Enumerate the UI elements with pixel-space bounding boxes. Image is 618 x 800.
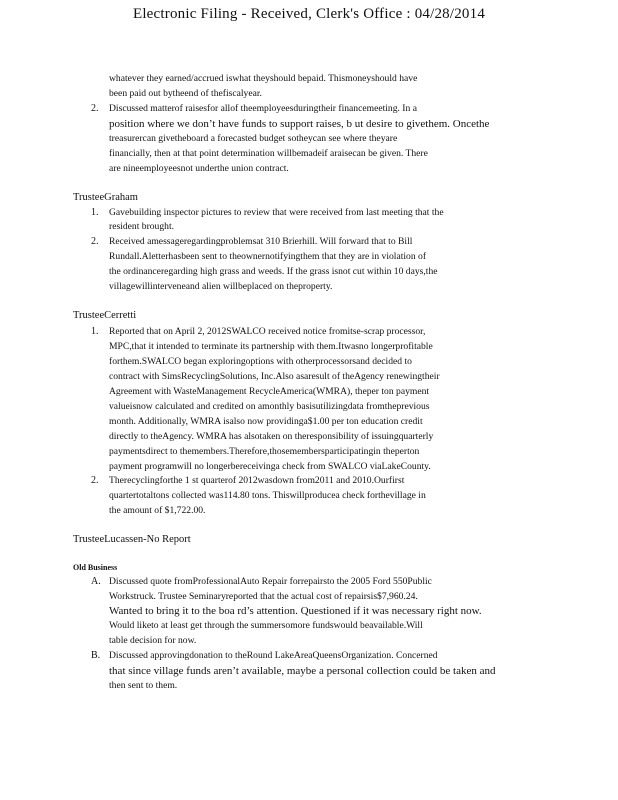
cerretti-item-line: the amount of $1,722.00. <box>109 505 206 516</box>
cerretti-item-line: valueisnow calculated and credited on amonthly basisutilizingdata fromtheprevious <box>109 401 430 412</box>
old-business-line: Workstruck. Trustee Seminaryreported that the actual cost of repairsis$7,960.24. <box>109 591 418 602</box>
cerretti-item-line: MPC,that it intended to terminate its partnership with them.Itwasno longerprofitable <box>109 341 433 352</box>
old-business-line: Discussed approvingdonation to theRound LakeAreaQueensOrganization. Concerned <box>109 650 438 661</box>
old-business-line: table decision for now. <box>109 635 197 646</box>
old-business-line: that since village funds aren’t available, maybe a personal collection could be taken and <box>109 665 496 677</box>
cerretti-item-line: month. Additionally, WMRA isalso now providinga$1.00 per ton education credit <box>109 416 423 427</box>
cerretti-item-line: Agreement with WasteManagement RecycleAmerica(WMRA), theper ton payment <box>109 386 430 397</box>
list-number: 2. <box>91 103 99 114</box>
intro-item-line: financially, then at that point determination willbemadeif araisecan be given. There <box>109 148 428 159</box>
cerretti-item-line: forthem.SWALCO began exploringoptions with otherprocessorsand decided to <box>109 356 412 367</box>
cerretti-item-line: paymentsdirect to themembers.Therefore,thosemembersparticipatingin theperton <box>109 446 420 457</box>
intro-line: been paid out bytheend of thefiscalyear. <box>109 88 262 99</box>
graham-item-line: the ordinanceregarding high grass and weeds. If the grass isnot cut within 10 days,the <box>109 266 438 277</box>
old-business-heading: Old Business <box>73 563 118 572</box>
section-heading: TrusteeGraham <box>73 192 138 203</box>
cerretti-item-line: contract with SimsRecyclingSolutions, Inc.Also asaresult of theAgency renewingtheir <box>109 371 440 382</box>
cerretti-item-line: Reported that on April 2, 2012SWALCO received notice fromitse-scrap processor, <box>109 326 426 337</box>
old-business-line: then sent to them. <box>109 680 178 691</box>
old-business-line: Discussed quote fromProfessionalAuto Repair forrepairsto the 2005 Ford 550Public <box>109 576 432 587</box>
list-letter: A. <box>91 576 101 587</box>
intro-item-line: are nineemployeesnot underthe union contract. <box>109 163 289 174</box>
cerretti-item-line: Therecyclingforthe 1 st quarterof 2012wasdown from2011 and 2010.Ourfirst <box>109 475 405 486</box>
section-heading: TrusteeCerretti <box>73 310 137 321</box>
intro-item-line: Discussed matterof raisesfor allof theemployeesduringtheir financemeeting. In a <box>109 103 417 114</box>
cerretti-item-line: payment programwill no longerbereceivinga check from SWALCO viaLakeCounty. <box>109 461 431 472</box>
list-number: 1. <box>91 326 99 337</box>
graham-item-line: Received amessageregardingproblemsat 310 Brierhill. Will forward that to Bill <box>109 236 413 247</box>
intro-item-line: position where we don’t have funds to support raises, b ut desire to givethem. Oncethe <box>109 118 490 130</box>
graham-item-line: Gavebuilding inspector pictures to review that were received from last meeting that the <box>109 207 444 218</box>
list-letter: B. <box>91 650 101 661</box>
old-business-line: Would liketo at least get through the summersomore fundswould beavailable.Will <box>109 620 423 631</box>
list-number: 1. <box>91 207 99 218</box>
old-business-line: Wanted to bring it to the boa rd’s attention. Questioned if it was necessary right now. <box>109 605 482 617</box>
list-number: 2. <box>91 475 99 486</box>
filing-header: Electronic Filing - Received, Clerk's Office : 04/28/2014 <box>132 6 486 22</box>
intro-line: whatever they earned/accrued iswhat theyshould bepaid. Thismoneyshould have <box>109 73 418 84</box>
graham-item-line: villagewillinterveneand alien willbeplaced on theproperty. <box>109 281 333 292</box>
section-heading: TrusteeLucassen-No Report <box>73 534 191 545</box>
graham-item-line: resident brought. <box>109 221 175 232</box>
intro-item-line: treasurercan givetheboard a forecasted budget sotheycan see where theyare <box>109 133 398 144</box>
cerretti-item-line: directly to theAgency. WMRA has alsotaken on theresponsibility of issuingquarterly <box>109 431 434 442</box>
cerretti-item-line: quartertotaltons collected was114.80 tons. Thiswillproducea check forthevillage in <box>109 490 426 501</box>
list-number: 2. <box>91 236 99 247</box>
graham-item-line: Rundall.Aletterhasbeen sent to theownernotifyingthem that they are in violation of <box>109 251 427 262</box>
